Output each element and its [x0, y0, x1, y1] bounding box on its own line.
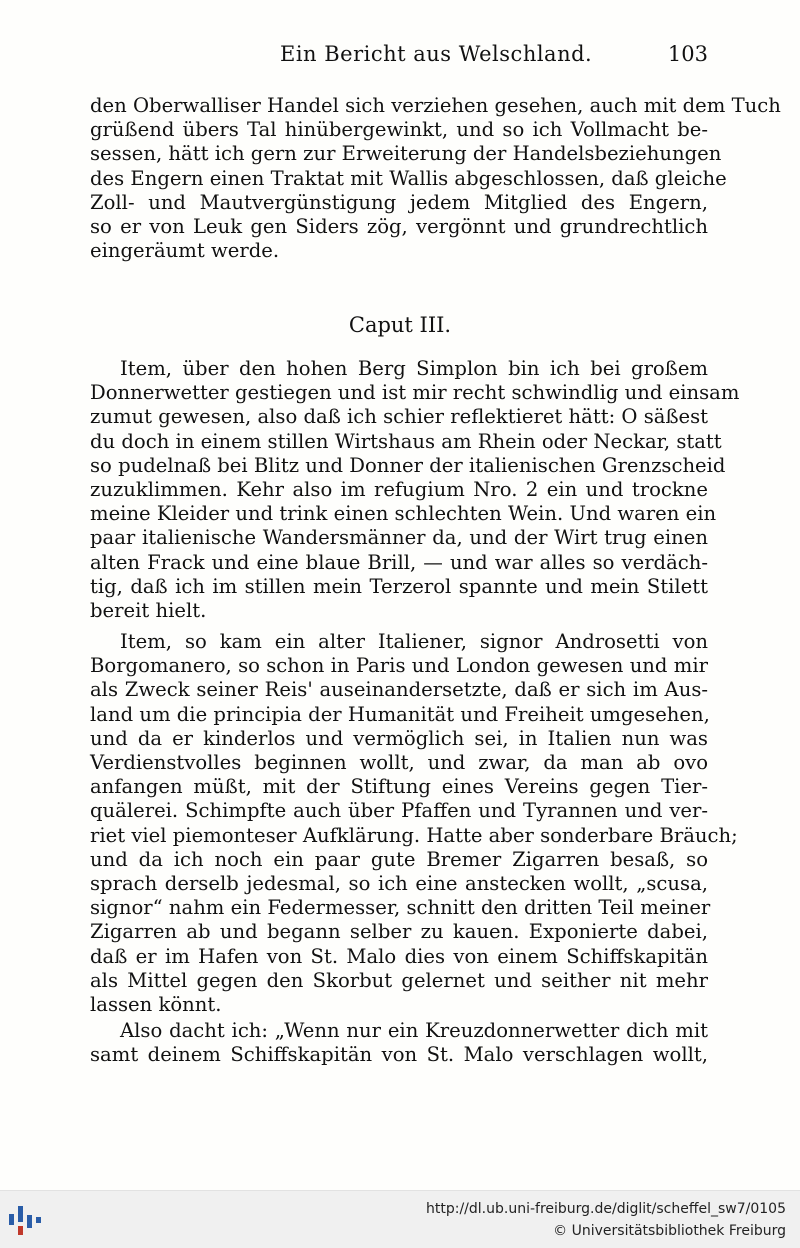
text-line: riet viel piemonteser Aufklärung. Hatte aber sonderbare Bräuch;: [90, 823, 738, 847]
text-line: als Mittel gegen den Skorbut gelernet und seither nit mehr: [90, 968, 708, 992]
paragraph-androsetti: [90, 630, 738, 1017]
text-line: des Engern einen Traktat mit Wallis abgeschlossen, daß gleiche: [90, 166, 727, 190]
text-line: Verdienstvolles beginnen wollt, und zwar, da man ab ovo: [90, 751, 708, 775]
text-line: zumut gewesen, also daß ich schier reflektieret hätt: O säßest: [90, 405, 709, 429]
paragraph-simplon: [90, 357, 740, 623]
text-line: daß er im Hafen von St. Malo dies von einem Schiffskapitän: [90, 944, 708, 968]
text-line: den Oberwalliser Handel sich verziehen gesehen, auch mit dem Tuch: [90, 94, 781, 117]
text-line: so er von Leuk gen Siders zög, vergönnt und grundrechtlich: [90, 215, 708, 239]
text-line: alten Frack und eine blaue Brill, — und war alles so verdäch-: [90, 550, 708, 574]
copyright-notice: © Universitätsbibliothek Freiburg: [553, 1223, 786, 1239]
text-line: sessen, hätt ich gern zur Erweiterung der Handelsbeziehungen: [90, 142, 722, 166]
text-line: Item, über den hohen Berg Simplon bin ich bei großem: [120, 357, 708, 380]
running-head: [90, 38, 708, 74]
text-line: signor“ nahm ein Federmesser, schnitt den dritten Teil meiner: [90, 896, 711, 920]
text-line: eingeräumt werde.: [90, 239, 280, 263]
text-line: lassen könnt.: [90, 993, 222, 1017]
text-line: meine Kleider und trink einen schlechten Wein. Und waren ein: [90, 502, 717, 526]
text-line: sprach derselb jedesmal, so ich eine anstecken wollt, „scusa,: [90, 872, 708, 896]
text-line: und da ich noch ein paar gute Bremer Zigarren besaß, so: [90, 847, 708, 871]
text-line: land um die principia der Humanität und Freiheit umgesehen,: [90, 702, 710, 726]
text-line: samt deinem Schiffskapitän von St. Malo verschlagen wollt,: [90, 1043, 708, 1067]
paragraph-continuation: [90, 94, 781, 263]
text-line: du doch in einem stillen Wirtshaus am Rhein oder Neckar, statt: [90, 429, 722, 453]
text-line: Zigarren ab und begann selber zu kauen. Exponierte dabei,: [90, 920, 708, 944]
text-line: und da er kinderlos und vermöglich sei, in Italien nun was: [90, 726, 708, 750]
text-line: paar italienische Wandersmänner da, und der Wirt trug einen: [90, 526, 708, 550]
text-line: Item, so kam ein alter Italiener, signor Androsetti von: [120, 630, 708, 653]
text-line: so pudelnaß bei Blitz und Donner der italienischen Grenzscheid: [90, 453, 726, 477]
ub-freiburg-logo-icon[interactable]: [6, 1201, 46, 1239]
text-line: als Zweck seiner Reis' auseinandersetzte, daß er sich im Aus-: [90, 678, 708, 702]
text-line: Zoll- und Mautvergünstigung jedem Mitglied des Engern,: [90, 190, 708, 214]
running-title: Ein Bericht aus Welschland.: [280, 42, 593, 66]
text-line: Donnerwetter gestiegen und ist mir recht schwindlig und einsam: [90, 381, 740, 405]
page-number: 103: [667, 42, 708, 66]
text-line: zuzuklimmen. Kehr also im refugium Nro. 2 ein und trockne: [90, 478, 708, 502]
text-line: Borgomanero, so schon in Paris und London gewesen und mir: [90, 654, 708, 678]
viewer-footer: [0, 1190, 800, 1248]
text-line: Also dacht ich: „Wenn nur ein Kreuzdonnerwetter dich mit: [120, 1019, 708, 1042]
chapter-heading: Caput III.: [348, 313, 452, 337]
paragraph-also-dacht: [90, 1019, 708, 1067]
text-line: tig, daß ich im stillen mein Terzerol spannte und mein Stilett: [90, 574, 708, 598]
text-line: grüßend übers Tal hinübergewinkt, und so ich Vollmacht be-: [90, 118, 708, 142]
text-line: bereit hielt.: [90, 599, 207, 623]
source-url-link[interactable]: http://dl.ub.uni-freiburg.de/diglit/scheffel_sw7/0105: [426, 1201, 786, 1217]
text-line: anfangen müßt, mit der Stiftung eines Vereins gegen Tier-: [90, 775, 708, 799]
text-line: quälerei. Schimpfte auch über Pfaffen und Tyrannen und ver-: [90, 799, 708, 823]
